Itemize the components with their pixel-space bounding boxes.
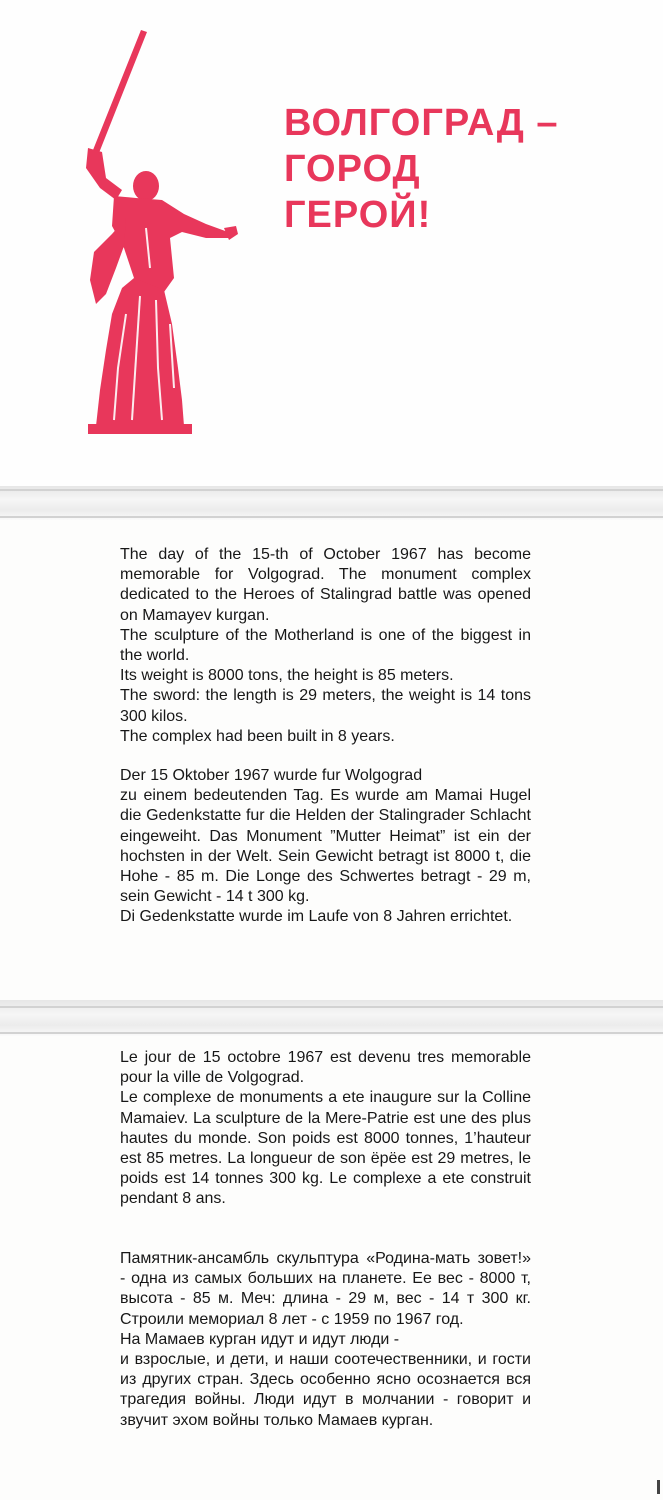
russian-paragraph: Памятник-ансамбль скульптура «Родина-мать зовет!» - одна из самых больших на планете. Ее вес - 8000 т, высота - 85 м. Меч: длина - 29 м, вес - 14 т 300 кг. Строили мемориал 8 лет - с 1959 по 1967 год.	[120, 1250, 531, 1328]
crease-line	[0, 489, 663, 491]
motherland-statue-icon	[66, 28, 256, 438]
german-paragraph: zu einem bedeutenden Tag. Es wurde am Mamai Hugel die Gedenkstatte fur die Helden der Stalingrader Schlacht eingeweiht. Das Monument ”Mutter Heimat” ist ein der hochsten in der Welt. Sein Gewicht betragt ist 8000 t, die Hohe - 85 m. Die Longe des Schwertes betragt - 29 m, sein Gewicht - 14 t 300 kg.	[120, 787, 531, 906]
crease-line	[0, 1006, 663, 1008]
german-paragraph: Di Gedenkstatte wurde im Laufe von 8 Jahren errichtet.	[120, 908, 513, 926]
page-title	[284, 100, 559, 238]
french-paragraph: Le complexe de monuments a ete inaugure sur la Colline Mamaiev. La sculpture de la Mere-Patrie est une des plus hautes du monde. Son poids est 8000 tonnes, 1’hauteur est 85 metres. La longueur de son ëpëe est 29 metres, le poids est 14 tonnes 300 kg. Le complexe a ete construit pendant 8 ans.	[120, 1089, 531, 1208]
fold-divider	[0, 1000, 663, 1036]
russian-paragraph: На Мамаев курган идут и идут люди -	[120, 1330, 400, 1348]
fold-divider	[0, 486, 663, 520]
title-line-1: ВОЛГОГРАД –	[284, 102, 559, 144]
english-paragraph: The complex had been built in 8 years.	[120, 727, 395, 745]
english-paragraph: The sculpture of the Motherland is one of the biggest in the world.	[120, 626, 531, 665]
edge-mark	[657, 1480, 660, 1494]
german-paragraph: Der 15 Oktober 1967 wurde fur Wolgograd	[120, 767, 423, 784]
crease-line	[0, 1032, 663, 1034]
french-text-block	[120, 1048, 531, 1210]
russian-text-block	[120, 1249, 531, 1431]
title-line-3: ГЕРОЙ!	[284, 194, 432, 236]
english-text-block	[120, 545, 531, 747]
french-paragraph: Le jour de 15 octobre 1967 est devenu tres memorable pour la ville de Volgograd.	[120, 1049, 531, 1087]
english-paragraph: The day of the 15-th of October 1967 has become memorable for Volgograd. The monument complex dedicated to the Heroes of Stalingrad battle was opened on Mamayev kurgan.	[120, 546, 531, 624]
english-paragraph: The sword: the length is 29 meters, the weight is 14 tons 300 kilos.	[120, 687, 531, 725]
english-paragraph: Its weight is 8000 tons, the height is 85 meters.	[120, 667, 454, 685]
title-line-2: ГОРОД	[284, 148, 421, 190]
title-panel	[0, 0, 663, 486]
russian-paragraph: и взрослые, и дети, и наши соотечественники, и гости из других стран. Здесь особенно ясно осознается вся трагедия войны. Люди идут в молчании - говорит и звучит эхом войны только Мамаев курган.	[120, 1351, 531, 1429]
german-text-block	[120, 766, 531, 928]
crease-line	[0, 516, 663, 518]
